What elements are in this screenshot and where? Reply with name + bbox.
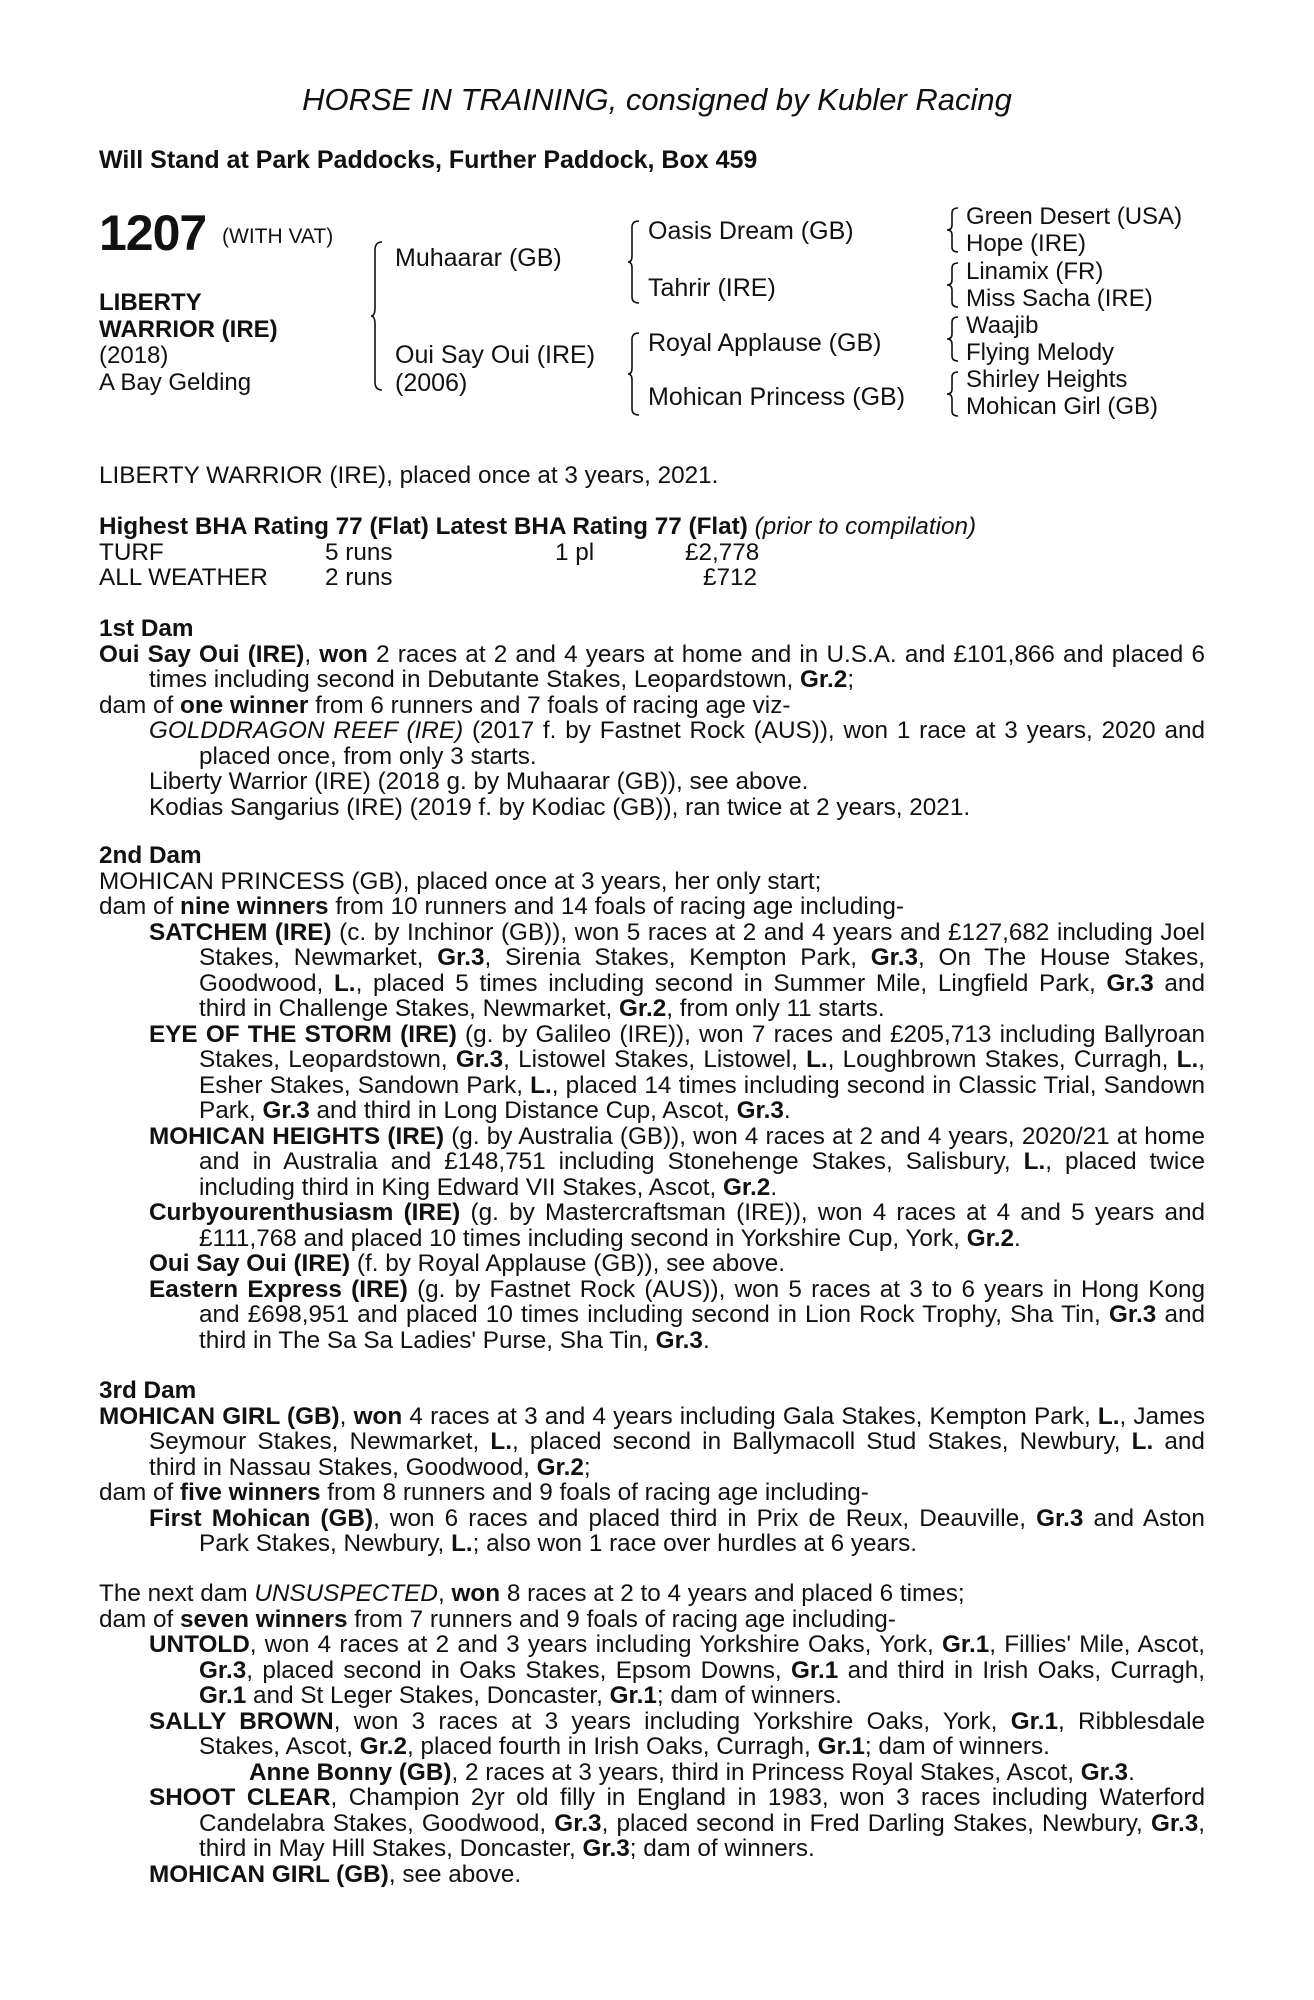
dam-sire: Royal Applause (GB) (648, 329, 882, 357)
next-dam-section (99, 1581, 1205, 1887)
progeny-mohican-girl: MOHICAN GIRL (GB), see above. (149, 1860, 522, 1888)
turf-money: £2,778 (685, 538, 760, 566)
first-dam-heading: 1st Dam (99, 615, 194, 642)
grandsire-1: Green Desert (USA) (966, 203, 1183, 230)
second-dam-record: MOHICAN PRINCESS (GB), placed once at 3 years, her only start; (99, 867, 822, 895)
page-title: HORSE IN TRAINING, consigned by Kubler Racing (302, 82, 1012, 117)
second-dam-section (99, 843, 1205, 1353)
progeny-shoot-clear: SHOOT CLEAR, Champion 2yr old filly in England in 1983, won 3 races including Waterford Candelabra Stakes, Goodwood, Gr.3, placed second in Fred Darling Stakes, Newbury, Gr.3, third in May Hill Stakes, Doncaster, Gr.3; dam of winners. (149, 1784, 1205, 1862)
pedigree-brace-g12 (946, 206, 960, 254)
sire-sire: Oasis Dream (GB) (648, 217, 854, 245)
aw-label: ALL WEATHER (99, 564, 268, 591)
progeny-3: Kodias Sangarius (IRE) (2019 f. by Kodiac (GB)), ran twice at 2 years, 2021. (149, 793, 971, 821)
granddam-4: Miss Sacha (IRE) (966, 285, 1153, 312)
dam-name: Oui Say Oui (IRE) (395, 341, 596, 369)
granddam-2: Hope (IRE) (966, 230, 1087, 257)
third-dam-heading: 3rd Dam (99, 1377, 197, 1404)
pedigree-brace-g34 (946, 261, 960, 309)
progeny-first-mohican: First Mohican (GB), won 6 races and placed third in Prix de Reux, Deauville, Gr.3 and Aston Park Stakes, Newbury, L.; also won 1 race over hurdles at 6 years. (149, 1504, 1205, 1557)
progeny-sally-brown: SALLY BROWN, won 3 races at 3 years including Yorkshire Oaks, York, Gr.1, Ribblesdale Stakes, Ascot, Gr.2, placed fourth in Irish Oaks, Curragh, Gr.1; dam of winners. (149, 1707, 1205, 1760)
grandsire-7: Shirley Heights (966, 366, 1128, 393)
progeny-curbyourenthusiasm: Curbyourenthusiasm (IRE) (g. by Mastercraftsman (IRE)), won 4 races at 4 and 5 years and £111,768 and placed 10 times including second in Yorkshire Cup, York, Gr.2. (149, 1199, 1205, 1252)
progeny-anne-bonny: Anne Bonny (GB), 2 races at 3 years, third in Princess Royal Stakes, Ascot, Gr.3. (249, 1758, 1135, 1786)
aw-row (99, 565, 1205, 591)
progeny-eastern-express: Eastern Express (IRE) (g. by Fastnet Rock (AUS)), won 5 races at 3 to 6 years in Hong Kong and £698,951 and placed 10 times including second in Lion Rock Trophy, Sha Tin, Gr.3 and third in The Sa Sa Ladies' Purse, Sha Tin, Gr.3. (149, 1275, 1206, 1354)
bha-rating: Highest BHA Rating 77 (Flat) Latest BHA Rating 77 (Flat) (99, 513, 748, 540)
second-dam-heading: 2nd Dam (99, 842, 202, 869)
sire-name: Muhaarar (GB) (395, 244, 562, 272)
granddam-8: Mohican Girl (GB) (966, 393, 1159, 420)
progeny-satchem: SATCHEM (IRE) (c. by Inchinor (GB)), won 5 races at 2 and 4 years and £127,682 including Joel Stakes, Newmarket, Gr.3, Sirenia Stakes, Kempton Park, Gr.3, On The House Stakes, Goodwood, L., placed 5 times including second in Summer Mile, Lingfield Park, Gr.3 and third in Challenge Stakes, Newmarket, Gr.2, from only 11 starts. (149, 918, 1205, 1022)
third-dam-record: MOHICAN GIRL (GB), won 4 races at 3 and 4 years including Gala Stakes, Kempton Park, L., James Seymour Stakes, Newmarket, L., placed second in Ballymacoll Stud Stakes, Newbury, L. and third in Nassau Stakes, Goodwood, Gr.2; (99, 1402, 1205, 1481)
pedigree-brace-dam (627, 331, 641, 417)
horse-description: A Bay Gelding (99, 369, 252, 396)
dam-dam: Mohican Princess (GB) (648, 383, 906, 411)
stand-location: Will Stand at Park Paddocks, Further Paddock, Box 459 (99, 146, 758, 174)
pedigree-brace-g56 (946, 315, 960, 363)
summary-block (99, 463, 1205, 489)
horse-name-line2: WARRIOR (IRE) (99, 316, 278, 343)
rating-note: (prior to compilation) (754, 513, 977, 540)
grandsire-5: Waajib (966, 312, 1039, 339)
pedigree-brace-sire (627, 219, 641, 305)
lot-number: 1207 (99, 205, 207, 261)
aw-runs: 2 runs (325, 564, 393, 591)
next-dam-produce: dam of seven winners from 7 runners and 9 foals of racing age including- (99, 1605, 896, 1633)
pedigree-brace-main (370, 240, 384, 392)
turf-label: TURF (99, 538, 164, 566)
horse-year: (2018) (99, 342, 169, 369)
first-dam-section (99, 616, 1205, 820)
progeny-oui-say-oui: Oui Say Oui (IRE) (f. by Royal Applause (GB)), see above. (149, 1250, 786, 1277)
sire-dam: Tahrir (IRE) (648, 274, 776, 302)
turf-runs: 5 runs (325, 538, 393, 566)
first-dam-record: Oui Say Oui (IRE), won 2 races at 2 and 4 years at home and in U.S.A. and £101,866 and placed 6 times including second in Debutante Stakes, Leopardstown, Gr.2; (99, 640, 1205, 693)
next-dam-record: The next dam UNSUSPECTED, won 8 races at 2 to 4 years and placed 6 times; (99, 1580, 965, 1607)
grandsire-3: Linamix (FR) (966, 258, 1104, 285)
progeny-2: Liberty Warrior (IRE) (2018 g. by Muhaarar (GB)), see above. (149, 768, 809, 795)
progeny-eye-of-the-storm: EYE OF THE STORM (IRE) (g. by Galileo (IRE)), won 7 races and £205,713 including Ballyroan Stakes, Leopardstown, Gr.3, Listowel Stakes, Listowel, L., Loughbrown Stakes, Curragh, L., Esher Stakes, Sandown Park, L., placed 14 times including second in Classic Trial, Sandown Park, Gr.3 and third in Long Distance Cup, Ascot, Gr.3. (149, 1020, 1205, 1124)
third-dam-produce: dam of five winners from 8 runners and 9 foals of racing age including- (99, 1479, 869, 1506)
granddam-6: Flying Melody (966, 339, 1115, 366)
third-dam-section (99, 1378, 1205, 1557)
dam-year: (2006) (395, 369, 468, 397)
progeny-untold: UNTOLD, won 4 races at 2 and 3 years including Yorkshire Oaks, York, Gr.1, Fillies' Mile, Ascot, Gr.3, placed second in Oaks Stakes, Epsom Downs, Gr.1 and third in Irish Oaks, Curragh, Gr.1 and St Leger Stakes, Doncaster, Gr.1; dam of winners. (149, 1631, 1205, 1709)
first-dam-produce: dam of one winner from 6 runners and 7 foals of racing age viz- (99, 691, 791, 719)
progeny-mohican-heights: MOHICAN HEIGHTS (IRE) (g. by Australia (GB)), won 4 races at 2 and 4 years, 2020/21 at home and in Australia and £148,751 including Stonehenge Stakes, Salisbury, L., placed twice including third in King Edward VII Stakes, Ascot, Gr.2. (149, 1122, 1205, 1201)
vat-note: (WITH VAT) (222, 225, 334, 248)
rating-block (99, 514, 1205, 591)
race-summary: LIBERTY WARRIOR (IRE), placed once at 3 years, 2021. (99, 462, 719, 489)
pedigree-brace-g78 (946, 370, 960, 418)
progeny-1: GOLDDRAGON REEF (IRE) (2017 f. by Fastnet Rock (AUS)), won 1 race at 3 years, 2020 and placed once, from only 3 starts. (149, 717, 1205, 770)
turf-placed: 1 pl (555, 538, 595, 566)
second-dam-produce: dam of nine winners from 10 runners and 14 foals of racing age including- (99, 893, 904, 920)
aw-money: £712 (703, 564, 758, 591)
turf-row (99, 540, 1205, 566)
horse-name-line1: LIBERTY (99, 289, 202, 316)
